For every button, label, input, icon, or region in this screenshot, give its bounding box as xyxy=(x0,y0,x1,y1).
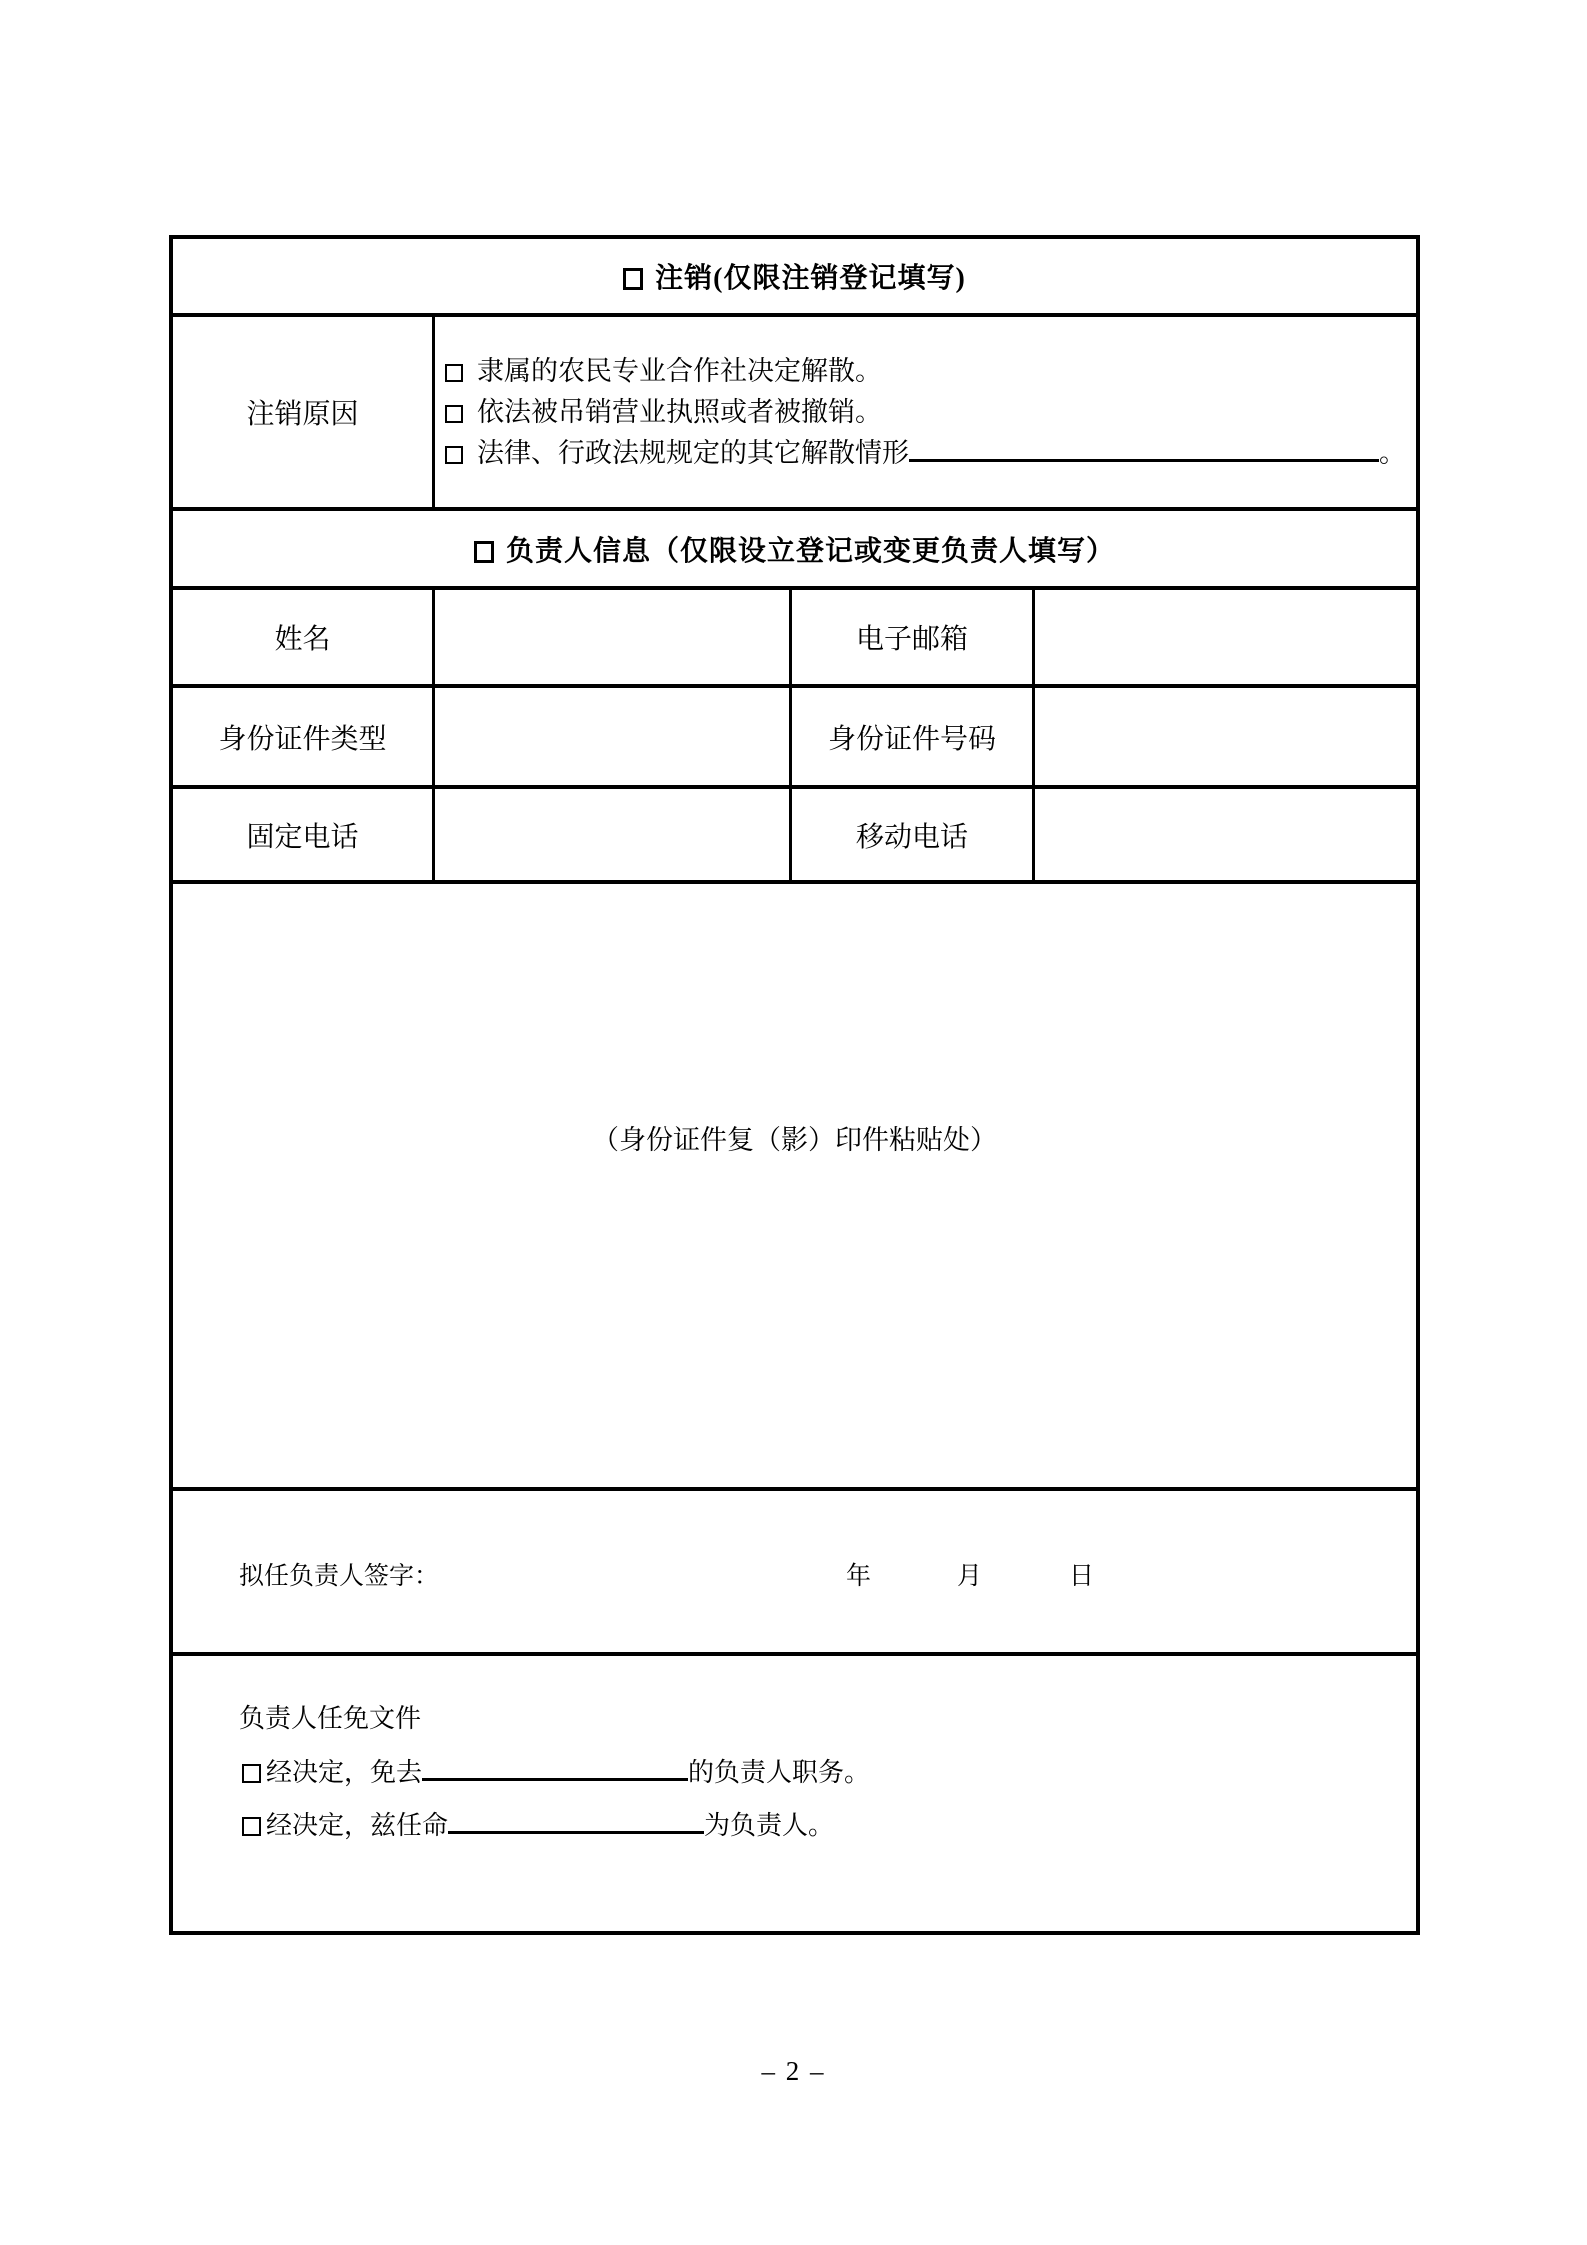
principal-checkbox[interactable] xyxy=(474,541,494,563)
cancellation-checkbox[interactable] xyxy=(623,268,643,290)
id-copy-paste-area[interactable] xyxy=(173,884,1416,1487)
name-label: 姓名 xyxy=(274,624,331,655)
principal-header-label: 负责人信息（仅限设立登记或变更负责人填写） xyxy=(505,535,1115,567)
date-day-label: 日 xyxy=(1069,1563,1095,1590)
reason-revoked-checkbox[interactable] xyxy=(445,405,463,423)
appoint-line xyxy=(242,1805,834,1842)
fixed-phone-value-cell[interactable] xyxy=(435,789,789,880)
page-number: – 2 – xyxy=(761,2056,826,2086)
date-year-label: 年 xyxy=(846,1563,872,1590)
reason-other-suffix: 。 xyxy=(1379,437,1406,468)
reason-dissolved-label: 隶属的农民专业合作社决定解散。 xyxy=(477,355,882,386)
dismiss-prefix: 经决定，免去 xyxy=(266,1758,423,1787)
email-label: 电子邮箱 xyxy=(855,624,968,655)
id-type-label: 身份证件类型 xyxy=(218,723,387,755)
cancellation-header-label: 注销(仅限注销登记填写) xyxy=(655,263,966,294)
appointment-document-row xyxy=(173,1656,1416,1935)
date-month-label: 月 xyxy=(957,1563,983,1590)
reason-other-label: 法律、行政法规规定的其它解散情形 xyxy=(477,437,909,468)
dismiss-line xyxy=(242,1752,870,1789)
mobile-phone-label: 移动电话 xyxy=(855,821,968,853)
id-number-label: 身份证件号码 xyxy=(827,723,996,755)
reason-other-blank[interactable] xyxy=(909,435,1379,462)
reason-option-row xyxy=(445,392,1416,433)
dismiss-name-blank[interactable] xyxy=(422,1754,688,1781)
appoint-prefix: 经决定，兹任命 xyxy=(266,1811,449,1840)
dismiss-suffix: 的负责人职务。 xyxy=(688,1758,871,1787)
cancellation-reason-label: 注销原因 xyxy=(246,399,359,430)
id-type-value-cell[interactable] xyxy=(435,688,789,785)
paste-area-label: （身份证件复（影）印件粘贴处） xyxy=(592,1125,997,1155)
appointment-title: 负责人任免文件 xyxy=(239,1704,422,1733)
fixed-phone-label: 固定电话 xyxy=(246,821,359,853)
name-value-cell[interactable] xyxy=(435,590,789,684)
cancellation-section-header xyxy=(173,239,1416,313)
signature-row xyxy=(173,1491,1416,1652)
reason-dissolved-checkbox[interactable] xyxy=(445,364,463,382)
cancellation-reason-options-cell xyxy=(435,317,1416,507)
appoint-suffix: 为负责人。 xyxy=(704,1811,835,1840)
appoint-name-blank[interactable] xyxy=(448,1807,704,1834)
reason-option-row xyxy=(445,433,1416,474)
email-value-cell[interactable] xyxy=(1035,590,1416,684)
reason-revoked-label: 依法被吊销营业执照或者被撤销。 xyxy=(477,396,882,427)
reason-other-checkbox[interactable] xyxy=(445,446,463,464)
reason-option-row xyxy=(445,351,1416,392)
mobile-phone-value-cell[interactable] xyxy=(1035,789,1416,880)
registration-form-table xyxy=(169,235,1420,1935)
signature-label: 拟任负责人签字： xyxy=(239,1563,440,1590)
id-number-value-cell[interactable] xyxy=(1035,688,1416,785)
principal-section-header xyxy=(173,511,1416,586)
appoint-checkbox[interactable] xyxy=(242,1817,261,1836)
dismiss-checkbox[interactable] xyxy=(242,1764,261,1783)
